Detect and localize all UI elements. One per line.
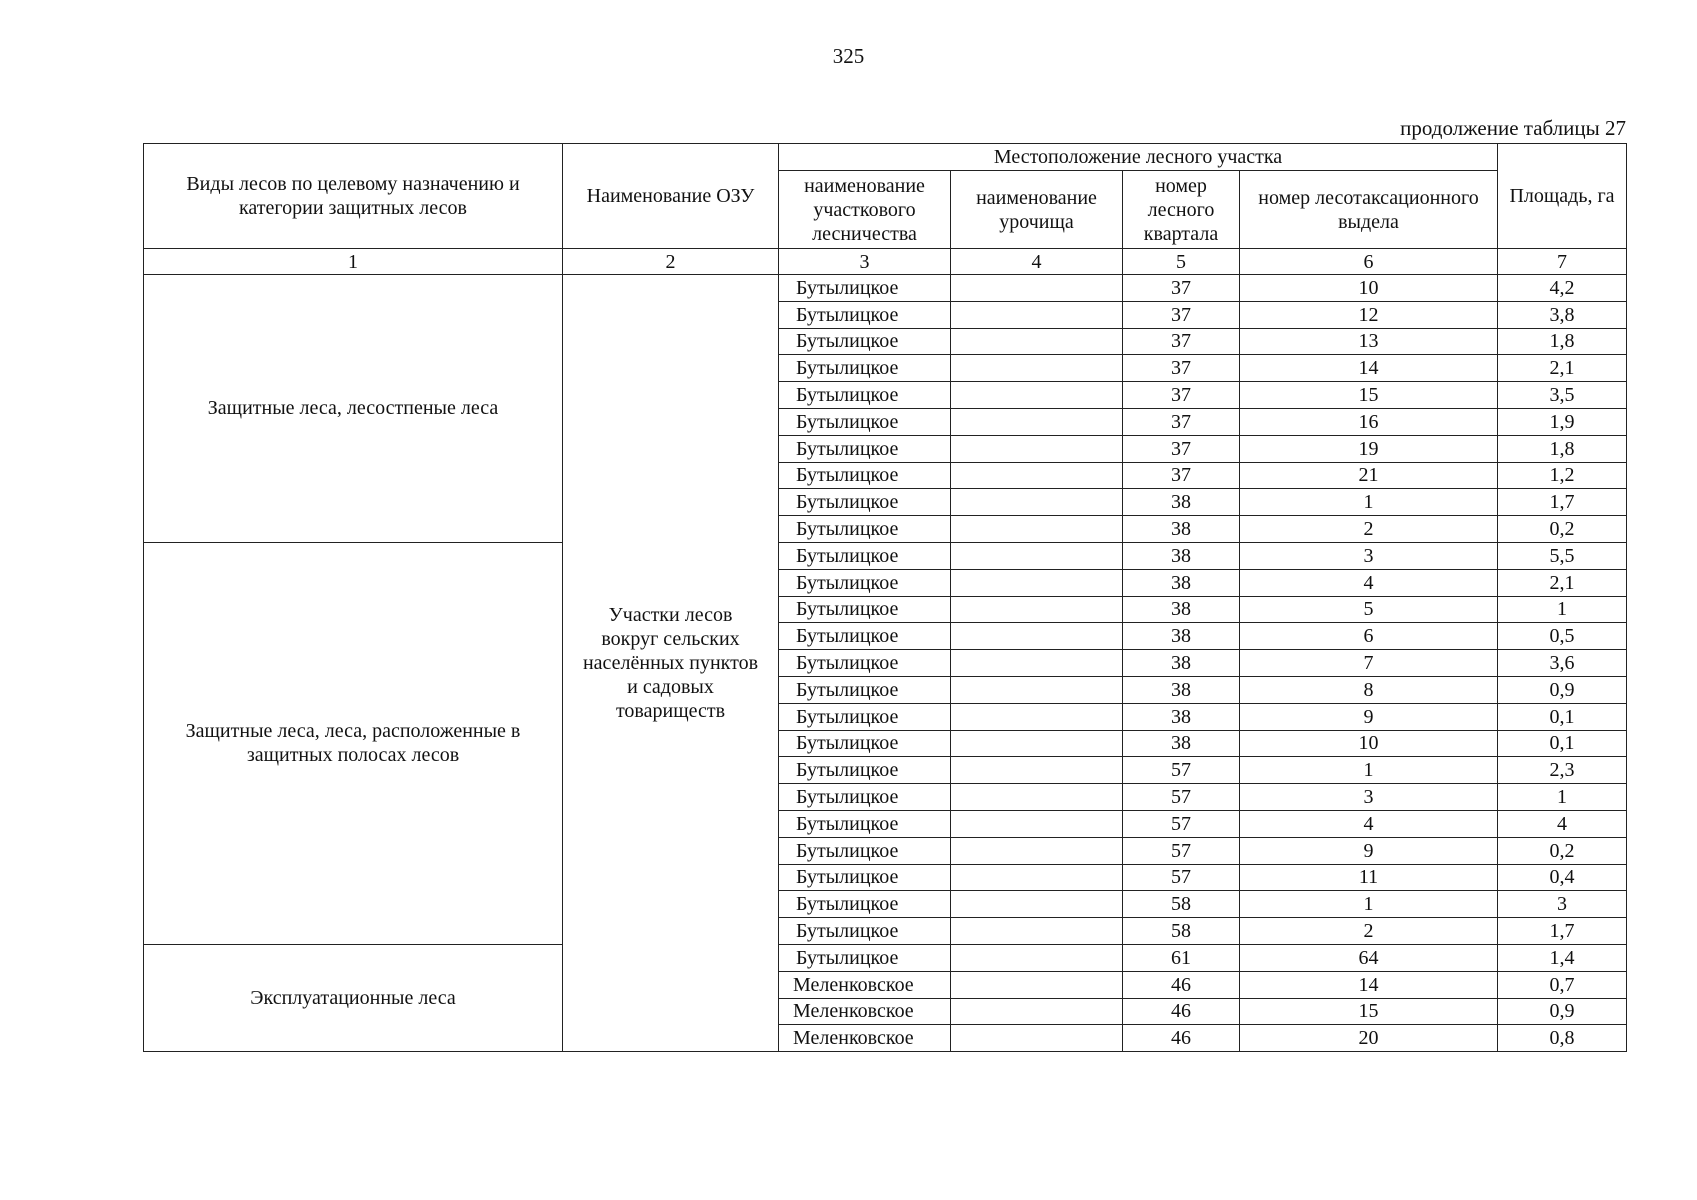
kvartal-cell: 57 bbox=[1123, 784, 1240, 811]
urochishche-cell bbox=[951, 998, 1123, 1025]
kvartal-cell: 38 bbox=[1123, 676, 1240, 703]
lesnichestvo-cell: Бутылицкое bbox=[779, 275, 951, 302]
urochishche-cell bbox=[951, 837, 1123, 864]
column-number: 1 bbox=[144, 249, 563, 275]
vydel-cell: 3 bbox=[1240, 784, 1498, 811]
area-cell: 0,9 bbox=[1498, 676, 1627, 703]
table-row bbox=[144, 944, 1627, 971]
lesnichestvo-cell: Бутылицкое bbox=[779, 864, 951, 891]
urochishche-cell bbox=[951, 408, 1123, 435]
urochishche-cell bbox=[951, 596, 1123, 623]
urochishche-cell bbox=[951, 971, 1123, 998]
lesnichestvo-cell: Бутылицкое bbox=[779, 462, 951, 489]
kvartal-cell: 61 bbox=[1123, 944, 1240, 971]
area-cell: 0,2 bbox=[1498, 837, 1627, 864]
vydel-cell: 1 bbox=[1240, 891, 1498, 918]
lesnichestvo-cell: Бутылицкое bbox=[779, 328, 951, 355]
urochishche-cell bbox=[951, 891, 1123, 918]
vydel-cell: 15 bbox=[1240, 382, 1498, 409]
column-number: 7 bbox=[1498, 249, 1627, 275]
lesnichestvo-cell: Бутылицкое bbox=[779, 944, 951, 971]
area-cell: 4 bbox=[1498, 810, 1627, 837]
vydel-cell: 20 bbox=[1240, 1025, 1498, 1052]
vydel-cell: 6 bbox=[1240, 623, 1498, 650]
lesnichestvo-cell: Меленковское bbox=[779, 971, 951, 998]
kvartal-cell: 38 bbox=[1123, 489, 1240, 516]
header-ozu-name: Наименование ОЗУ bbox=[563, 144, 779, 249]
area-cell: 1,9 bbox=[1498, 408, 1627, 435]
urochishche-cell bbox=[951, 623, 1123, 650]
column-number: 3 bbox=[779, 249, 951, 275]
vydel-cell: 4 bbox=[1240, 810, 1498, 837]
lesnichestvo-cell: Бутылицкое bbox=[779, 810, 951, 837]
kvartal-cell: 58 bbox=[1123, 918, 1240, 945]
urochishche-cell bbox=[951, 355, 1123, 382]
kvartal-cell: 37 bbox=[1123, 275, 1240, 302]
header-forest-type: Виды лесов по целевому назначению и категории защитных лесов bbox=[144, 144, 563, 249]
lesnichestvo-cell: Бутылицкое bbox=[779, 489, 951, 516]
area-cell: 3,8 bbox=[1498, 301, 1627, 328]
table-body bbox=[144, 275, 1627, 1052]
urochishche-cell bbox=[951, 569, 1123, 596]
vydel-cell: 10 bbox=[1240, 730, 1498, 757]
vydel-cell: 1 bbox=[1240, 489, 1498, 516]
area-cell: 1 bbox=[1498, 596, 1627, 623]
vydel-cell: 19 bbox=[1240, 435, 1498, 462]
kvartal-cell: 38 bbox=[1123, 569, 1240, 596]
urochishche-cell bbox=[951, 301, 1123, 328]
lesnichestvo-cell: Бутылицкое bbox=[779, 757, 951, 784]
lesnichestvo-cell: Бутылицкое bbox=[779, 408, 951, 435]
vydel-cell: 7 bbox=[1240, 650, 1498, 677]
kvartal-cell: 37 bbox=[1123, 435, 1240, 462]
kvartal-cell: 46 bbox=[1123, 1025, 1240, 1052]
kvartal-cell: 38 bbox=[1123, 703, 1240, 730]
kvartal-cell: 37 bbox=[1123, 462, 1240, 489]
urochishche-cell bbox=[951, 435, 1123, 462]
lesnichestvo-cell: Бутылицкое bbox=[779, 891, 951, 918]
area-cell: 0,7 bbox=[1498, 971, 1627, 998]
header-urochishche: наименование урочища bbox=[951, 171, 1123, 249]
lesnichestvo-cell: Меленковское bbox=[779, 998, 951, 1025]
urochishche-cell bbox=[951, 275, 1123, 302]
lesnichestvo-cell: Бутылицкое bbox=[779, 676, 951, 703]
area-cell: 2,1 bbox=[1498, 569, 1627, 596]
forest-type-cell: Защитные леса, лесостпеные леса bbox=[144, 275, 563, 543]
kvartal-cell: 46 bbox=[1123, 971, 1240, 998]
kvartal-cell: 37 bbox=[1123, 328, 1240, 355]
kvartal-cell: 38 bbox=[1123, 650, 1240, 677]
area-cell: 0,5 bbox=[1498, 623, 1627, 650]
kvartal-cell: 37 bbox=[1123, 301, 1240, 328]
page-number: 325 bbox=[832, 44, 865, 68]
area-cell: 1,4 bbox=[1498, 944, 1627, 971]
urochishche-cell bbox=[951, 328, 1123, 355]
area-cell: 2,1 bbox=[1498, 355, 1627, 382]
vydel-cell: 9 bbox=[1240, 837, 1498, 864]
lesnichestvo-cell: Бутылицкое bbox=[779, 650, 951, 677]
lesnichestvo-cell: Бутылицкое bbox=[779, 596, 951, 623]
area-cell: 1,2 bbox=[1498, 462, 1627, 489]
kvartal-cell: 38 bbox=[1123, 542, 1240, 569]
urochishche-cell bbox=[951, 730, 1123, 757]
area-cell: 1 bbox=[1498, 784, 1627, 811]
area-cell: 1,8 bbox=[1498, 435, 1627, 462]
urochishche-cell bbox=[951, 864, 1123, 891]
area-cell: 0,9 bbox=[1498, 998, 1627, 1025]
urochishche-cell bbox=[951, 944, 1123, 971]
area-cell: 3,5 bbox=[1498, 382, 1627, 409]
urochishche-cell bbox=[951, 516, 1123, 543]
vydel-cell: 64 bbox=[1240, 944, 1498, 971]
area-cell: 1,7 bbox=[1498, 918, 1627, 945]
area-cell: 1,8 bbox=[1498, 328, 1627, 355]
area-cell: 0,1 bbox=[1498, 703, 1627, 730]
urochishche-cell bbox=[951, 382, 1123, 409]
kvartal-cell: 37 bbox=[1123, 355, 1240, 382]
lesnichestvo-cell: Бутылицкое bbox=[779, 301, 951, 328]
urochishche-cell bbox=[951, 1025, 1123, 1052]
vydel-cell: 8 bbox=[1240, 676, 1498, 703]
vydel-cell: 13 bbox=[1240, 328, 1498, 355]
forest-type-cell: Эксплуатационные леса bbox=[144, 944, 563, 1051]
kvartal-cell: 57 bbox=[1123, 757, 1240, 784]
vydel-cell: 1 bbox=[1240, 757, 1498, 784]
kvartal-cell: 57 bbox=[1123, 864, 1240, 891]
lesnichestvo-cell: Бутылицкое bbox=[779, 382, 951, 409]
vydel-cell: 11 bbox=[1240, 864, 1498, 891]
area-cell: 3 bbox=[1498, 891, 1627, 918]
kvartal-cell: 57 bbox=[1123, 810, 1240, 837]
vydel-cell: 14 bbox=[1240, 971, 1498, 998]
header-location-group: Местоположение лесного участка bbox=[779, 144, 1498, 171]
header-vydel: номер лесотаксационного выдела bbox=[1240, 171, 1498, 249]
table-row bbox=[144, 542, 1627, 569]
lesnichestvo-cell: Меленковское bbox=[779, 1025, 951, 1052]
column-number: 4 bbox=[951, 249, 1123, 275]
urochishche-cell bbox=[951, 703, 1123, 730]
kvartal-cell: 38 bbox=[1123, 516, 1240, 543]
column-number: 6 bbox=[1240, 249, 1498, 275]
urochishche-cell bbox=[951, 489, 1123, 516]
urochishche-cell bbox=[951, 918, 1123, 945]
lesnichestvo-cell: Бутылицкое bbox=[779, 837, 951, 864]
lesnichestvo-cell: Бутылицкое bbox=[779, 784, 951, 811]
lesnichestvo-cell: Бутылицкое bbox=[779, 703, 951, 730]
lesnichestvo-cell: Бутылицкое bbox=[779, 918, 951, 945]
forest-plots-table bbox=[143, 143, 1627, 1052]
kvartal-cell: 38 bbox=[1123, 730, 1240, 757]
column-number: 5 bbox=[1123, 249, 1240, 275]
lesnichestvo-cell: Бутылицкое bbox=[779, 569, 951, 596]
area-cell: 3,6 bbox=[1498, 650, 1627, 677]
vydel-cell: 2 bbox=[1240, 918, 1498, 945]
vydel-cell: 12 bbox=[1240, 301, 1498, 328]
vydel-cell: 10 bbox=[1240, 275, 1498, 302]
vydel-cell: 15 bbox=[1240, 998, 1498, 1025]
lesnichestvo-cell: Бутылицкое bbox=[779, 516, 951, 543]
kvartal-cell: 37 bbox=[1123, 382, 1240, 409]
vydel-cell: 9 bbox=[1240, 703, 1498, 730]
vydel-cell: 4 bbox=[1240, 569, 1498, 596]
kvartal-cell: 38 bbox=[1123, 623, 1240, 650]
header-area: Площадь, га bbox=[1498, 144, 1627, 249]
kvartal-cell: 58 bbox=[1123, 891, 1240, 918]
urochishche-cell bbox=[951, 757, 1123, 784]
vydel-cell: 2 bbox=[1240, 516, 1498, 543]
vydel-cell: 21 bbox=[1240, 462, 1498, 489]
urochishche-cell bbox=[951, 462, 1123, 489]
area-cell: 0,1 bbox=[1498, 730, 1627, 757]
area-cell: 1,7 bbox=[1498, 489, 1627, 516]
table-continuation-label: продолжение таблицы 27 bbox=[1400, 116, 1626, 140]
vydel-cell: 5 bbox=[1240, 596, 1498, 623]
urochishche-cell bbox=[951, 810, 1123, 837]
kvartal-cell: 46 bbox=[1123, 998, 1240, 1025]
forest-type-cell: Защитные леса, леса, расположенные в защитных полосах лесов bbox=[144, 542, 563, 944]
urochishche-cell bbox=[951, 542, 1123, 569]
table-row bbox=[144, 275, 1627, 302]
column-number: 2 bbox=[563, 249, 779, 275]
kvartal-cell: 38 bbox=[1123, 596, 1240, 623]
header-kvartal: номер лесного квартала bbox=[1123, 171, 1240, 249]
area-cell: 0,8 bbox=[1498, 1025, 1627, 1052]
vydel-cell: 16 bbox=[1240, 408, 1498, 435]
area-cell: 0,4 bbox=[1498, 864, 1627, 891]
lesnichestvo-cell: Бутылицкое bbox=[779, 623, 951, 650]
urochishche-cell bbox=[951, 650, 1123, 677]
area-cell: 5,5 bbox=[1498, 542, 1627, 569]
lesnichestvo-cell: Бутылицкое bbox=[779, 730, 951, 757]
lesnichestvo-cell: Бутылицкое bbox=[779, 355, 951, 382]
ozu-name-cell: Участки лесов вокруг сельских населённых пунктов и садовых товариществ bbox=[563, 275, 779, 1052]
area-cell: 0,2 bbox=[1498, 516, 1627, 543]
urochishche-cell bbox=[951, 676, 1123, 703]
urochishche-cell bbox=[951, 784, 1123, 811]
header-lesnichestvo: наименование участкового лесничества bbox=[779, 171, 951, 249]
vydel-cell: 3 bbox=[1240, 542, 1498, 569]
kvartal-cell: 57 bbox=[1123, 837, 1240, 864]
lesnichestvo-cell: Бутылицкое bbox=[779, 435, 951, 462]
vydel-cell: 14 bbox=[1240, 355, 1498, 382]
area-cell: 2,3 bbox=[1498, 757, 1627, 784]
kvartal-cell: 37 bbox=[1123, 408, 1240, 435]
lesnichestvo-cell: Бутылицкое bbox=[779, 542, 951, 569]
area-cell: 4,2 bbox=[1498, 275, 1627, 302]
